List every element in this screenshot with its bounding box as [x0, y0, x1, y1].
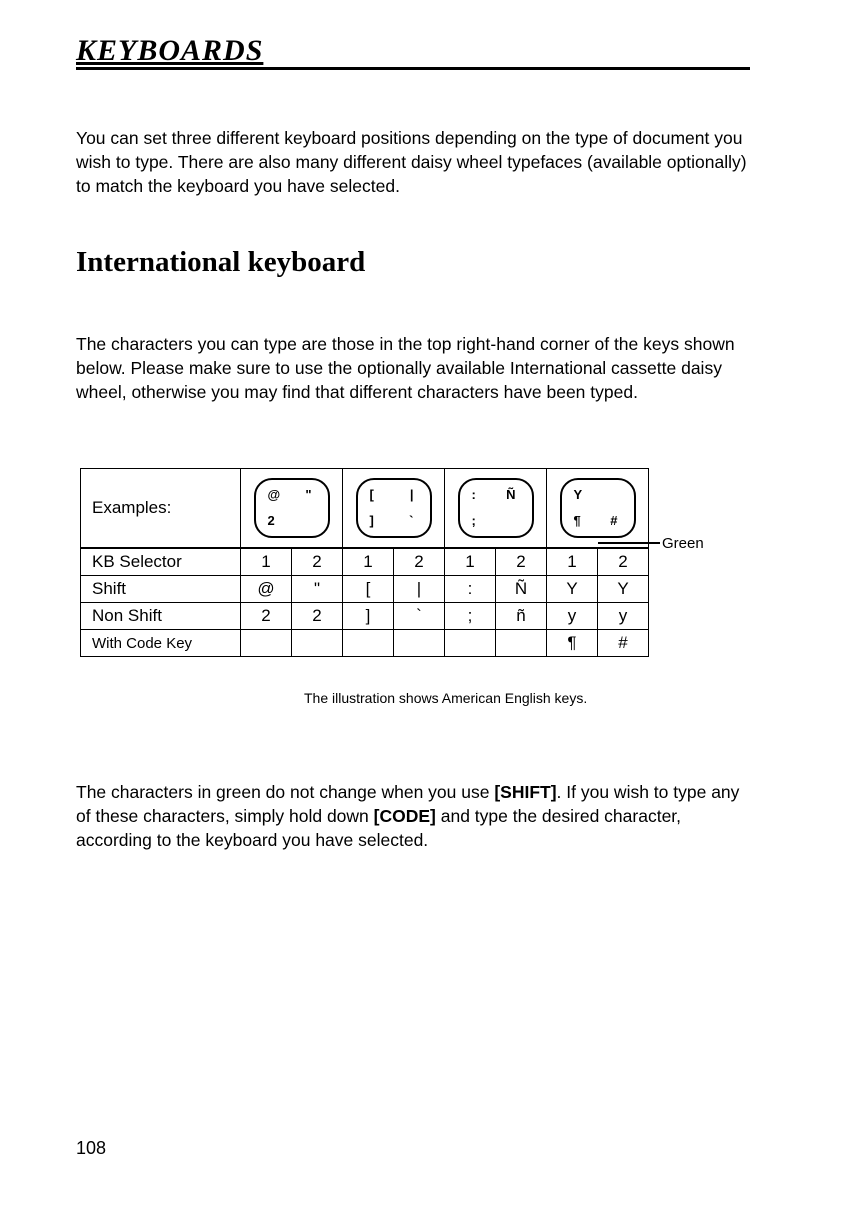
keycap-char: Y — [573, 487, 583, 502]
intro-paragraph: You can set three different keyboard positions depending on the type of document you wish to type. There are also many different daisy wheel typefaces (available optionally) to match the keyboard you have selected. — [76, 128, 747, 196]
keycap-char: # — [610, 513, 618, 528]
title-rule — [76, 67, 750, 70]
green-label: Green — [662, 535, 704, 552]
section-description: The characters you can type are those in the top right-hand corner of the keys shown below. Please make sure to use the optionally available International cassette daisy wheel, otherwise you may find that different characters have been typed. — [76, 334, 735, 402]
keycap-at-quote — [254, 478, 330, 538]
table-row — [81, 548, 649, 576]
table-cell — [496, 630, 547, 657]
page-title: KEYBOARDS — [76, 34, 264, 67]
keycap-cell — [445, 469, 547, 549]
table-row — [81, 630, 649, 657]
keycap-char: Ñ — [506, 487, 516, 502]
table-cell: Y — [547, 576, 598, 603]
table-cell: y — [598, 603, 649, 630]
table-cell: ¶ — [547, 630, 598, 657]
table-cell: 1 — [445, 548, 496, 576]
table-cell: Y — [598, 576, 649, 603]
keycap-row — [81, 469, 649, 549]
keycap-char: @ — [267, 487, 281, 502]
keycap-char: : — [471, 487, 476, 502]
page-number: 108 — [76, 1138, 107, 1158]
table-row — [81, 576, 649, 603]
table-cell: 2 — [292, 548, 343, 576]
keycap-char: ] — [369, 513, 374, 528]
table-cell: " — [292, 576, 343, 603]
keyboard-table — [80, 468, 649, 657]
outro-text: . If you wish to type any of these characters, simply hold down — [76, 782, 740, 826]
keycap-char: ; — [471, 513, 476, 528]
table-cell: [ — [343, 576, 394, 603]
table-cell: Ñ — [496, 576, 547, 603]
green-leader-line — [598, 542, 660, 544]
table-cell: 1 — [241, 548, 292, 576]
table-caption: The illustration shows American English keys. — [304, 690, 588, 706]
keycap-char: " — [305, 487, 312, 502]
keycap-cell — [547, 469, 649, 549]
table-cell: @ — [241, 576, 292, 603]
keycap-char: 2 — [267, 513, 275, 528]
table-cell — [292, 630, 343, 657]
code-key-label: [CODE] — [373, 806, 436, 826]
table-cell: ` — [394, 603, 445, 630]
table-row — [81, 603, 649, 630]
table-cell — [343, 630, 394, 657]
table-cell: ] — [343, 603, 394, 630]
table-cell — [394, 630, 445, 657]
row-label: KB Selector — [81, 548, 241, 576]
row-label: With Code Key — [81, 630, 241, 657]
table-cell: 2 — [394, 548, 445, 576]
outro-text: The characters in green do not change when you use — [76, 782, 495, 802]
keycap-cell — [241, 469, 343, 549]
keycap-char: [ — [369, 487, 374, 502]
keycap-char: ` — [409, 513, 414, 528]
table-cell: 2 — [292, 603, 343, 630]
outro-text: and type the desired character, according to the keyboard you have selected. — [76, 806, 682, 850]
keycap-char: ¶ — [573, 513, 581, 528]
table-cell: y — [547, 603, 598, 630]
table-cell: # — [598, 630, 649, 657]
outro-paragraph — [76, 780, 752, 852]
row-label: Non Shift — [81, 603, 241, 630]
table-cell: ; — [445, 603, 496, 630]
shift-key-label: [SHIFT] — [494, 782, 557, 802]
table-cell: 1 — [547, 548, 598, 576]
keycap-y-pilcrow — [560, 478, 636, 538]
table-cell: ñ — [496, 603, 547, 630]
row-label: Shift — [81, 576, 241, 603]
table-cell: | — [394, 576, 445, 603]
table-cell — [445, 630, 496, 657]
table-cell: : — [445, 576, 496, 603]
examples-label: Examples: — [81, 469, 241, 549]
table-cell: 2 — [598, 548, 649, 576]
section-heading: International keyboard — [76, 246, 366, 278]
table-cell — [241, 630, 292, 657]
keycap-char: | — [409, 487, 414, 502]
keycap-cell — [343, 469, 445, 549]
keycap-colon-n-tilde — [458, 478, 534, 538]
table-cell: 1 — [343, 548, 394, 576]
table-cell: 2 — [241, 603, 292, 630]
keycap-bracket — [356, 478, 432, 538]
table-cell: 2 — [496, 548, 547, 576]
